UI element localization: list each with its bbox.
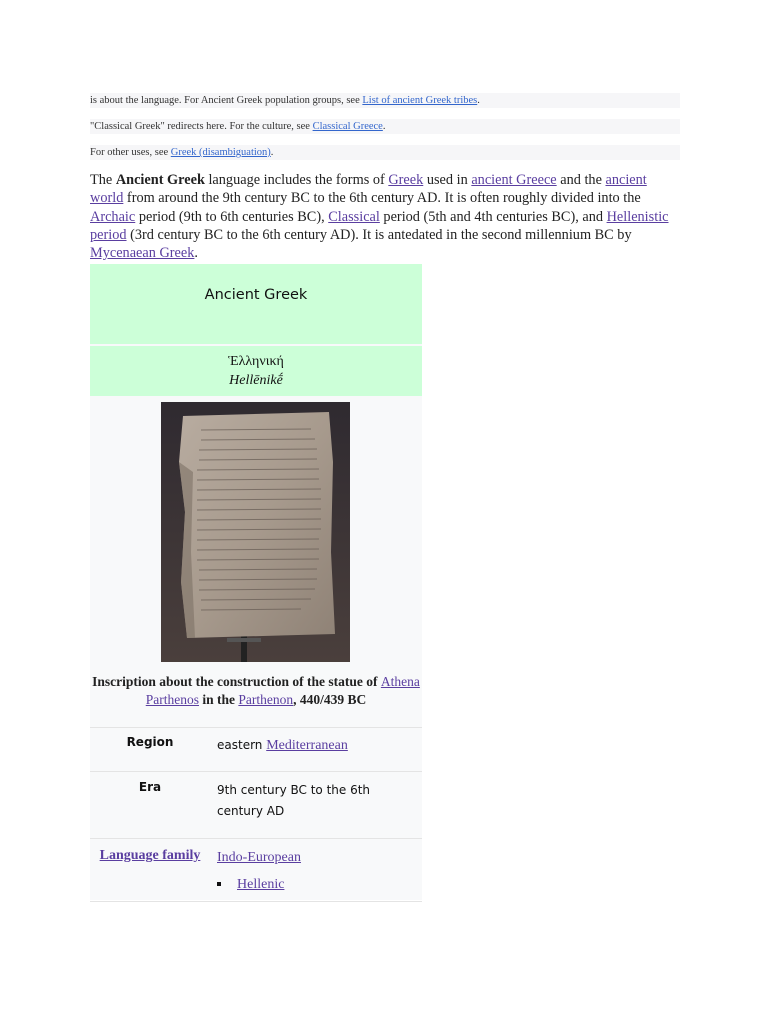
link-greek[interactable]: Greek (388, 172, 424, 188)
region-text: eastern (217, 738, 267, 752)
lead-text: . (194, 245, 198, 262)
link-parthenon[interactable]: Parthenon (238, 692, 294, 707)
link-indo-european[interactable]: Indo-European (217, 850, 301, 865)
infobox-row-language-family (90, 838, 422, 902)
era-value: 9th century BC to the 6th century AD (217, 783, 371, 818)
hatnote-text: is about the language. For Ancient Greek population groups, see (90, 95, 363, 106)
infobox-row-region (90, 727, 422, 772)
lead-text: (3rd century BC to the 6th century AD). It is antedated in the second millennium BC by (126, 226, 632, 243)
link-language-family[interactable]: Language family (99, 848, 201, 863)
link-archaic[interactable]: Archaic (90, 208, 136, 225)
lead-text: language includes the forms of (204, 172, 389, 188)
transliteration: Hellēnikḗ (229, 373, 283, 388)
hatnote-classical-greek (90, 119, 680, 134)
link-list-of-ancient-greek-tribes[interactable]: List of ancient Greek tribes (362, 95, 478, 106)
era-label: Era (138, 780, 162, 794)
link-classical-greece[interactable]: Classical Greece (312, 121, 383, 132)
infobox-title: Ancient Greek (90, 264, 422, 344)
language-family-value (217, 847, 417, 895)
stone-tablet-illustration (161, 402, 350, 662)
link-ancient-greece[interactable]: ancient Greece (471, 172, 557, 188)
hatnote-end: . (270, 147, 274, 158)
caption-text: , 440/439 BC (293, 692, 367, 707)
hatnote-text: "Classical Greek" redirects here. For the culture, see (90, 121, 313, 132)
lead-text: and the (556, 172, 606, 188)
hatnote-end: . (382, 121, 386, 132)
infobox (90, 264, 422, 900)
link-ancient-world[interactable]: ancient world (90, 172, 647, 207)
link-mediterranean[interactable]: Mediterranean (266, 738, 348, 753)
caption-text: Inscription about the construction of the statue of (92, 674, 381, 689)
native-name: Ἑλληνική (228, 354, 284, 369)
region-value (217, 735, 417, 756)
region-label: Region (126, 735, 174, 749)
lead-bold-term: Ancient Greek (115, 172, 205, 188)
hatnote-end: . (477, 95, 480, 106)
link-hellenistic-period[interactable]: Hellenistic period (90, 208, 669, 243)
lead-text: from around the 9th century BC to the 6th century AD. It is often roughly divided into the (123, 190, 641, 207)
inscription-image[interactable] (161, 402, 350, 662)
hatnote-language (90, 93, 680, 108)
family-subgroup-item (217, 874, 417, 895)
image-caption (90, 673, 422, 709)
hatnote-text: For other uses, see (90, 147, 171, 158)
language-family-label (90, 847, 210, 865)
infobox-native-name (90, 346, 422, 396)
link-greek-disambiguation[interactable]: Greek (disambiguation) (170, 147, 271, 158)
link-hellenic[interactable]: Hellenic (237, 877, 285, 892)
hatnote-other-uses (90, 145, 680, 160)
lead-text: used in (423, 172, 472, 188)
lead-text: period (9th to 6th centuries BC), (135, 208, 329, 225)
link-classical[interactable]: Classical (328, 208, 380, 225)
lead-text: The (90, 172, 116, 188)
infobox-row-era (90, 771, 422, 839)
caption-text: in the (198, 692, 239, 707)
link-athena-parthenos[interactable]: Athena Parthenos (145, 674, 420, 707)
lead-paragraph (90, 171, 682, 262)
lead-text: period (5th and 4th centuries BC), and (379, 208, 607, 225)
link-mycenaean-greek[interactable]: Mycenaean Greek (90, 245, 195, 262)
